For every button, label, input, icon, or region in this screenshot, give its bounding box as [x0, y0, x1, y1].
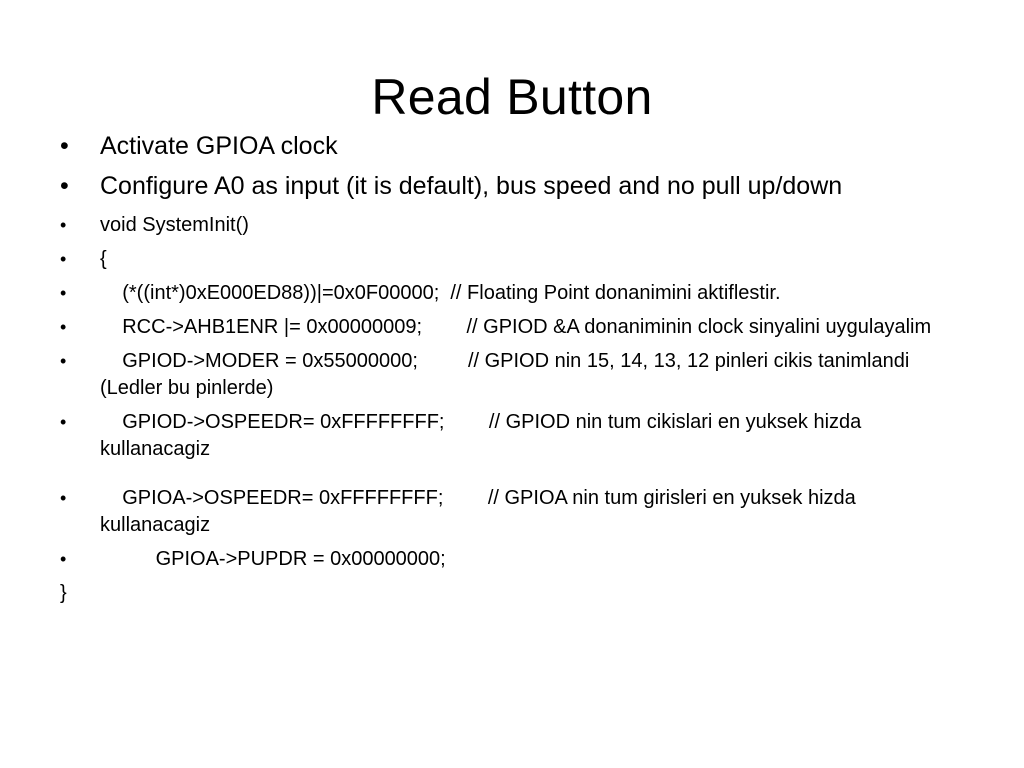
bullet-icon: •	[60, 351, 67, 371]
bullet-icon: •	[60, 249, 67, 269]
code-text: GPIOD->MODER = 0x55000000; // GPIOD nin 15, 14, 13, 12 pinleri cikis tanimlandi (Ledler bu pinlerde)	[100, 350, 915, 399]
code-line-gpioa-ospeedr	[60, 485, 970, 539]
code-text: GPIOA->OSPEEDR= 0xFFFFFFFF; // GPIOA nin tum girisleri en yuksek hizda kullanacagiz	[100, 487, 862, 536]
code-text: {	[100, 248, 107, 270]
code-line-rcc-ahb1enr	[60, 314, 970, 341]
code-text: RCC->AHB1ENR |= 0x00000009; // GPIOD &A donaniminin clock sinyalini uygulayalim	[100, 316, 932, 338]
bullet-text: Configure A0 as input (it is default), bus speed and no pull up/down	[100, 172, 843, 200]
bullet-item-activate-clock	[60, 130, 970, 162]
code-line-gpioa-pupdr	[60, 546, 970, 573]
bullet-icon: •	[60, 172, 69, 200]
bullet-icon: •	[60, 488, 67, 508]
bullet-item-configure-a0	[60, 170, 970, 202]
code-line-open-brace	[60, 246, 970, 273]
code-text: void SystemInit()	[100, 214, 249, 236]
code-line-floating-point	[60, 280, 970, 307]
code-line-systeminit	[60, 212, 970, 239]
bullet-text: Activate GPIOA clock	[100, 132, 338, 160]
code-text: GPIOA->PUPDR = 0x00000000;	[100, 548, 446, 570]
bullet-icon: •	[60, 215, 67, 235]
code-line-gpiod-ospeedr	[60, 409, 970, 463]
code-line-gpiod-moder	[60, 348, 970, 402]
bullet-icon: •	[60, 317, 67, 337]
code-line-close-brace: }	[60, 582, 67, 604]
bullet-icon: •	[60, 412, 67, 432]
code-text: GPIOD->OSPEEDR= 0xFFFFFFFF; // GPIOD nin tum cikislari en yuksek hizda kullanacagiz	[100, 411, 867, 460]
bullet-list	[60, 130, 970, 607]
code-text: (*((int*)0xE000ED88))|=0x0F00000; // Floating Point donanimini aktiflestir.	[100, 282, 781, 304]
bullet-icon: •	[60, 283, 67, 303]
bullet-icon: •	[60, 549, 67, 569]
slide-title: Read Button	[371, 69, 653, 125]
bullet-icon: •	[60, 132, 69, 160]
